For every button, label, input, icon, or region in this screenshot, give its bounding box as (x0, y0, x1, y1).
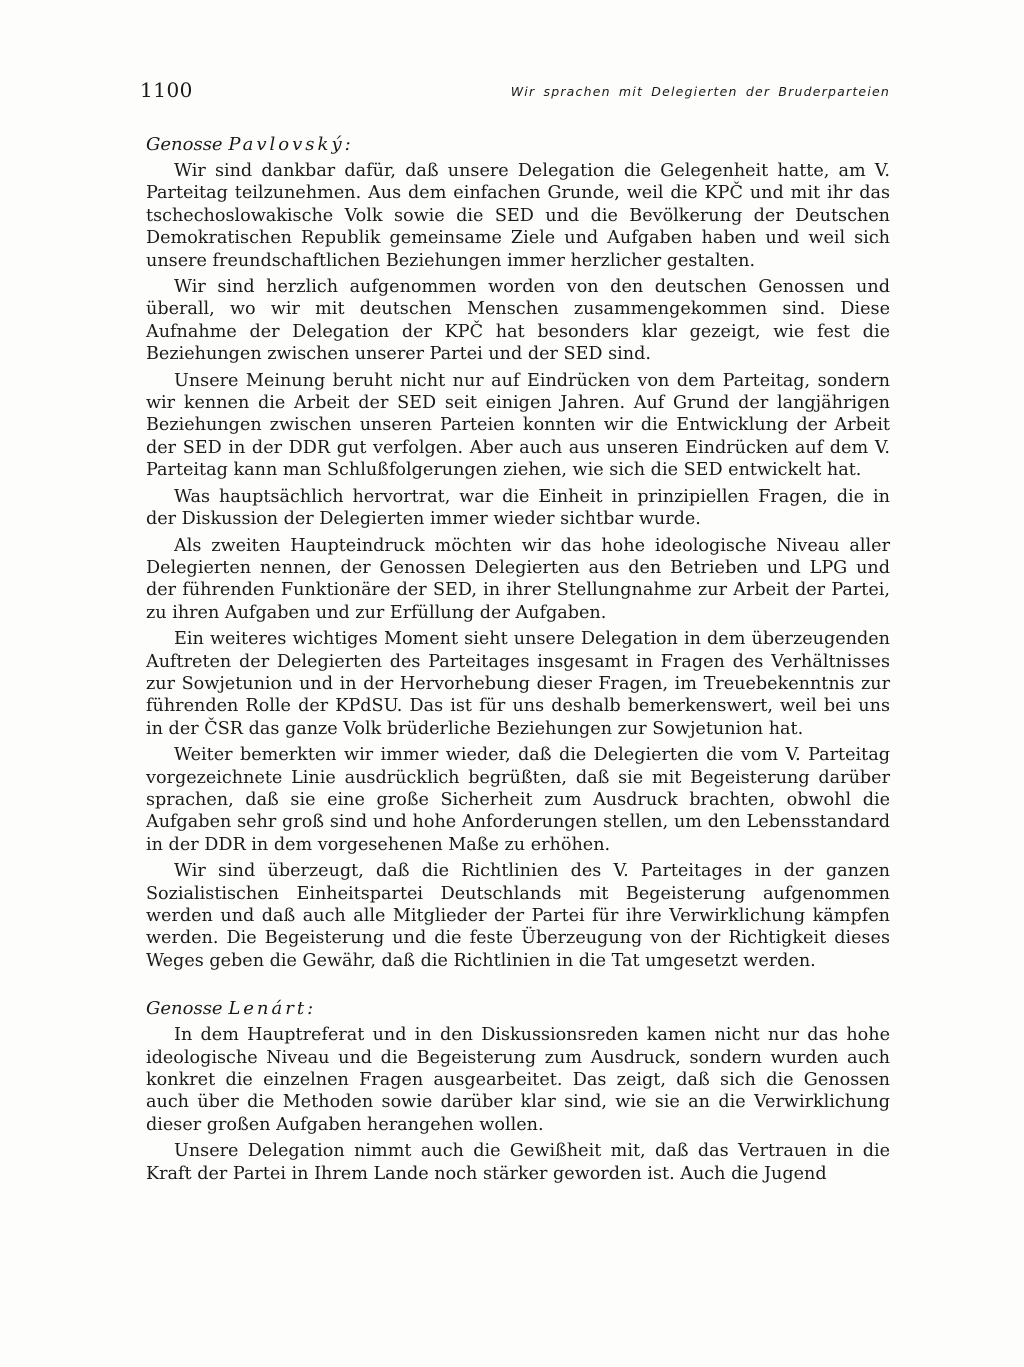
paragraph: Wir sind dankbar dafür, daß unsere Delegation die Gelegenheit hatte, am V. Parteitag teilzunehmen. Aus dem einfachen Grunde, weil die KPČ und mit ihr das tschechoslowakische Volk sowie die SED und die Bevölkerung der Deutschen Demokratischen Republik gemeinsame Ziele und Aufgaben haben und weil sich unsere freundschaftlichen Beziehungen immer herzlicher gestalten. (146, 161, 890, 271)
running-head: Wir sprachen mit Delegierten der Bruderparteien (510, 84, 890, 99)
speaker-prefix: Genosse (146, 134, 223, 155)
speaker-section-pavlovsky (146, 134, 890, 972)
body-text (146, 134, 890, 1189)
speaker-heading (146, 134, 890, 158)
paragraph: Wir sind herzlich aufgenommen worden von den deutschen Genossen und überall, wo wir mit deutschen Menschen zusammengekommen sind. Diese Aufnahme der Delegation der KPČ hat besonders klar gezeigt, wie fest die Beziehungen zwischen unserer Partei und der SED sind. (146, 277, 890, 365)
paragraph: In dem Hauptreferat und in den Diskussionsreden kamen nicht nur das hohe ideologische Niveau und die Begeisterung zum Ausdruck, sondern wurden auch konkret die einzelnen Fragen ausgearbeitet. Das zeigt, daß sich die Genossen auch über die Methoden sowie darüber klar sind, wie sie an die Verwirklichung dieser großen Aufgaben herangehen wollen. (146, 1025, 890, 1135)
speaker-name: Lenárt: (228, 998, 317, 1020)
page-number: 1100 (140, 78, 193, 102)
speaker-name: Pavlovský: (228, 134, 354, 155)
paragraph: Wir sind überzeugt, daß die Richtlinien des V. Parteitages in der ganzen Sozialistischen Einheitspartei Deutschlands mit Begeisterung aufgenommen werden und daß auch alle Mitglieder der Partei für ihre Verwirklichung kämpfen werden. Die Begeisterung und die feste Überzeugung von der Richtigkeit dieses Weges geben die Gewähr, daß die Richtlinien in die Tat umgesetzt werden. (146, 861, 890, 971)
paragraph: Was hauptsächlich hervortrat, war die Einheit in prinzipiellen Fragen, die in der Diskussion der Delegierten immer wieder sichtbar wurde. (146, 486, 890, 530)
section-gap (146, 976, 890, 998)
paragraph: Unsere Meinung beruht nicht nur auf Eindrücken von dem Parteitag, sondern wir kennen die Arbeit der SED seit einigen Jahren. Auf Grund der langjährigen Beziehungen zwischen unseren Parteien konnten wir die Entwicklung der Arbeit der SED in der DDR gut verfolgen. Aber auch aus unseren Eindrücken auf dem V. Parteitag kann man Schlußfolgerungen ziehen, wie sich die SED entwickelt hat. (146, 370, 890, 481)
speaker-section-lenart (146, 998, 890, 1185)
page-header (140, 78, 890, 108)
paragraph: Weiter bemerkten wir immer wieder, daß die Delegierten die vom V. Parteitag vorgezeichnete Linie ausdrücklich begrüßten, daß sie mit Begeisterung darüber sprachen, daß sie eine große Sicherheit zum Ausdruck brachten, obwohl die Aufgaben sehr groß sind und hohe Anforderungen stellen, um den Lebensstandard in der DDR in dem vorgesehenen Maße zu erhöhen. (146, 745, 890, 855)
paragraph: Als zweiten Haupteindruck möchten wir das hohe ideologische Niveau aller Delegierten nennen, der Genossen Delegierten aus den Betrieben und LPG und der führenden Funktionäre der SED, in ihrer Stellungnahme zur Arbeit der Partei, zu ihren Aufgaben und zur Erfüllung der Aufgaben. (146, 535, 890, 623)
speaker-prefix: Genosse (146, 998, 223, 1020)
paragraph: Ein weiteres wichtiges Moment sieht unsere Delegation in dem überzeugenden Auftreten der Delegierten des Parteitages insgesamt in Fragen des Verhältnisses zur Sowjetunion und in der Hervorhebung dieser Fragen, im Treuebekenntnis zur führenden Rolle der KPdSU. Das ist für uns deshalb bemerkenswert, weil bei uns in der ČSR das ganze Volk brüderliche Beziehungen zur Sowjetunion hat. (146, 629, 890, 739)
paragraph: Unsere Delegation nimmt auch die Gewißheit mit, daß das Vertrauen in die Kraft der Partei in Ihrem Lande noch stärker geworden ist. Auch die Jugend (146, 1141, 890, 1184)
speaker-heading (146, 998, 890, 1022)
